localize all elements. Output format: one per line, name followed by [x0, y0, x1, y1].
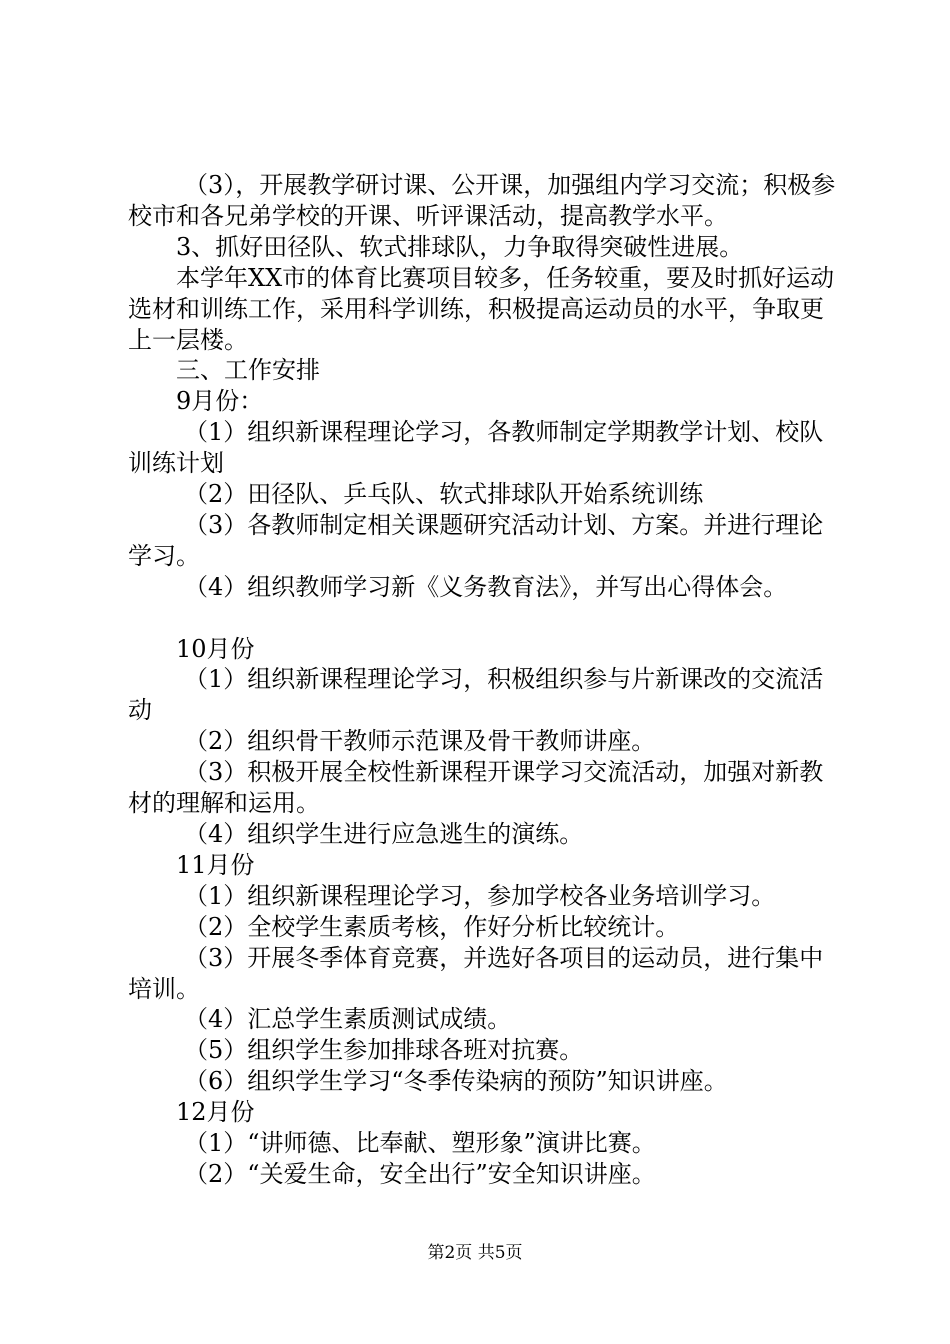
list-item: （2）田径队、乒乓队、软式排球队开始系统训练	[184, 480, 704, 509]
paragraph: （3），开展教学研讨课、公开课，加强组内学习交流；积极参校市和各兄弟学校的开课、听评课活动，提高教学水平。	[128, 171, 836, 230]
list-item: （4）汇总学生素质测试成绩。	[184, 1005, 512, 1034]
list-item: （3）各教师制定相关课题研究活动计划、方案。并进行理论学习。	[128, 510, 824, 570]
list-item: （1）组织新课程理论学习，参加学校各业务培训学习。	[184, 881, 776, 910]
page-footer	[0, 1242, 950, 1264]
list-item: （1）“讲师德、比奉献、塑形象”演讲比赛。	[184, 1129, 656, 1158]
list-item: （2）组织骨干教师示范课及骨干教师讲座。	[184, 727, 656, 756]
list-item: （3）开展冬季体育竞赛，并选好各项目的运动员，进行集中培训。	[128, 943, 824, 1003]
month-heading: 11月份	[176, 850, 255, 879]
list-item: （4）组织学生进行应急逃生的演练。	[184, 820, 584, 849]
section-heading: 三、工作安排	[176, 356, 320, 385]
month-heading: 9月份：	[176, 387, 264, 416]
month-heading: 10月份	[176, 634, 255, 663]
list-item: （1）组织新课程理论学习，各教师制定学期教学计划、校队训练计划	[128, 418, 824, 478]
list-item: （3）积极开展全校性新课程开课学习交流活动，加强对新教材的理解和运用。	[128, 758, 824, 818]
document-body	[128, 170, 838, 1190]
paragraph: 3、抓好田径队、软式排球队，力争取得突破性进展。	[176, 232, 744, 261]
month-heading: 12月份	[176, 1098, 255, 1127]
list-item: （6）组织学生学习“冬季传染病的预防”知识讲座。	[184, 1067, 728, 1096]
page-number-label: 第2页 共5页	[427, 1243, 523, 1263]
list-item: （4）组织教师学习新《义务教育法》，并写出心得体会。	[184, 572, 788, 601]
list-item: （2）“关爱生命，安全出行”安全知识讲座。	[184, 1159, 656, 1188]
paragraph: 本学年XX市的体育比赛项目较多，任务较重，要及时抓好运动选材和训练工作，采用科学训练，积极提高运动员的水平，争取更上一层楼。	[128, 263, 835, 354]
blank-line	[128, 603, 838, 634]
list-item: （1）组织新课程理论学习，积极组织参与片新课改的交流活动	[128, 665, 824, 725]
list-item: （5）组织学生参加排球各班对抗赛。	[184, 1036, 584, 1065]
list-item: （2）全校学生素质考核，作好分析比较统计。	[184, 912, 680, 941]
